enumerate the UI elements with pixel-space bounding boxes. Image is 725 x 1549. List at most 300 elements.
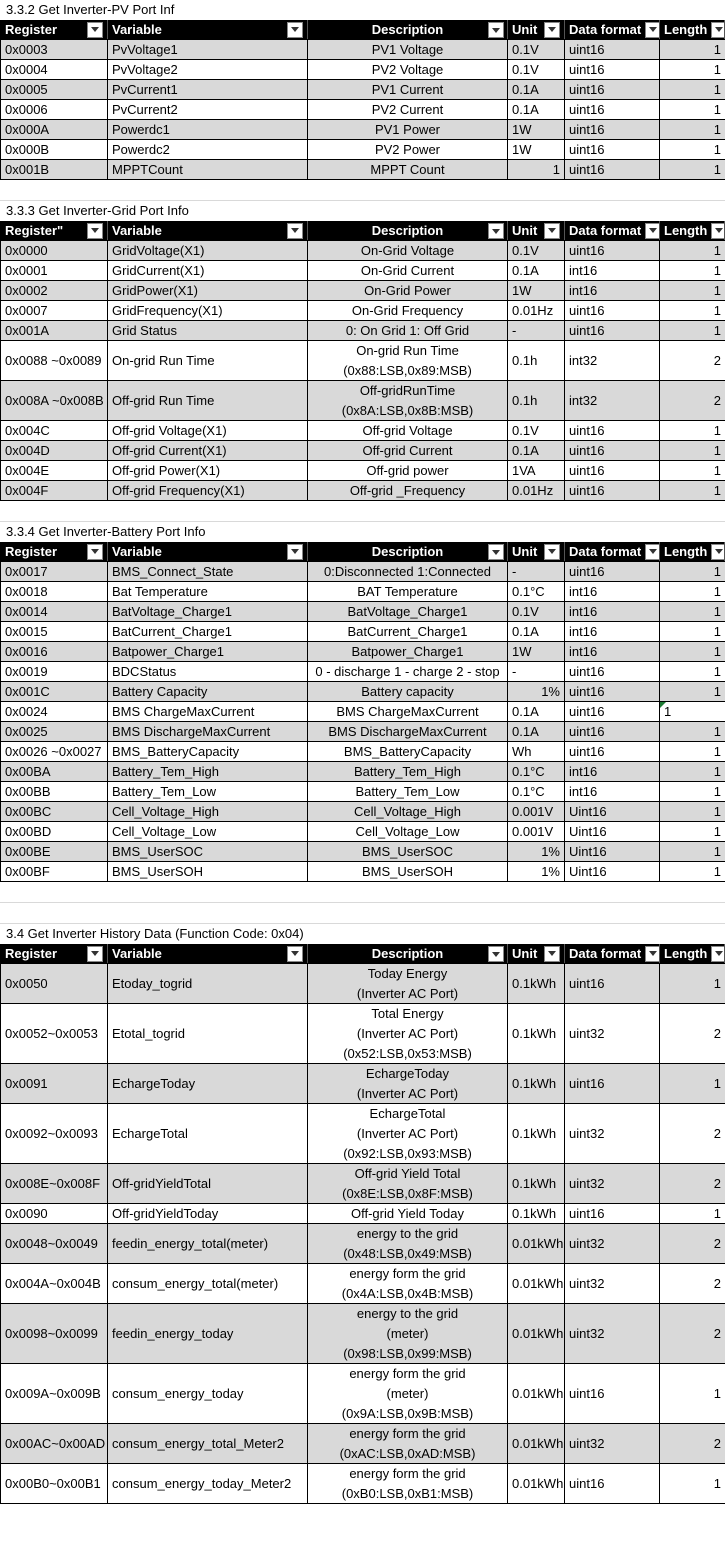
cell-length[interactable] <box>660 582 725 601</box>
cell-variable[interactable] <box>108 582 308 601</box>
cell-data-format[interactable] <box>565 80 660 99</box>
column-header-variable[interactable] <box>108 221 308 240</box>
cell-description[interactable] <box>308 1424 508 1463</box>
cell-description[interactable] <box>308 602 508 621</box>
cell-length[interactable] <box>660 261 725 280</box>
cell-register[interactable] <box>0 782 108 801</box>
cell-unit[interactable] <box>508 301 565 320</box>
cell-register[interactable] <box>0 241 108 260</box>
cell-data-format[interactable] <box>565 622 660 641</box>
cell-description[interactable] <box>308 441 508 460</box>
cell-register[interactable] <box>0 842 108 861</box>
dropdown-filter-icon[interactable] <box>488 544 504 560</box>
cell-length[interactable] <box>660 742 725 761</box>
cell-register[interactable] <box>0 461 108 480</box>
column-header-length[interactable] <box>660 944 725 963</box>
cell-length[interactable] <box>660 782 725 801</box>
cell-unit[interactable] <box>508 40 565 59</box>
cell-register[interactable] <box>0 281 108 300</box>
cell-description[interactable] <box>308 1164 508 1203</box>
cell-register[interactable] <box>0 140 108 159</box>
cell-description[interactable] <box>308 762 508 781</box>
cell-unit[interactable] <box>508 642 565 661</box>
column-header-register[interactable] <box>0 944 108 963</box>
cell-description[interactable] <box>308 1004 508 1063</box>
cell-unit[interactable] <box>508 842 565 861</box>
column-header-description[interactable] <box>308 221 508 240</box>
column-header-description[interactable] <box>308 944 508 963</box>
cell-variable[interactable] <box>108 1304 308 1363</box>
cell-length[interactable] <box>660 1064 725 1103</box>
dropdown-filter-icon[interactable] <box>711 946 725 962</box>
cell-unit[interactable] <box>508 60 565 79</box>
cell-data-format[interactable] <box>565 100 660 119</box>
cell-length[interactable] <box>660 100 725 119</box>
cell-variable[interactable] <box>108 481 308 500</box>
cell-data-format[interactable] <box>565 481 660 500</box>
cell-description[interactable] <box>308 1464 508 1503</box>
cell-variable[interactable] <box>108 964 308 1003</box>
cell-data-format[interactable] <box>565 1064 660 1103</box>
cell-data-format[interactable] <box>565 321 660 340</box>
cell-register[interactable] <box>0 301 108 320</box>
cell-register[interactable] <box>0 964 108 1003</box>
cell-description[interactable] <box>308 140 508 159</box>
cell-description[interactable] <box>308 1204 508 1223</box>
cell-data-format[interactable] <box>565 1104 660 1163</box>
cell-unit[interactable] <box>508 802 565 821</box>
cell-variable[interactable] <box>108 1224 308 1263</box>
dropdown-filter-icon[interactable] <box>645 22 660 38</box>
column-header-length[interactable] <box>660 221 725 240</box>
cell-variable[interactable] <box>108 381 308 420</box>
cell-data-format[interactable] <box>565 1264 660 1303</box>
cell-description[interactable] <box>308 702 508 721</box>
cell-unit[interactable] <box>508 1304 565 1363</box>
cell-description[interactable] <box>308 582 508 601</box>
cell-variable[interactable] <box>108 40 308 59</box>
cell-data-format[interactable] <box>565 562 660 581</box>
cell-register[interactable] <box>0 1264 108 1303</box>
cell-variable[interactable] <box>108 862 308 881</box>
cell-length[interactable] <box>660 682 725 701</box>
dropdown-filter-icon[interactable] <box>544 544 560 560</box>
cell-variable[interactable] <box>108 742 308 761</box>
cell-variable[interactable] <box>108 281 308 300</box>
cell-description[interactable] <box>308 782 508 801</box>
cell-description[interactable] <box>308 964 508 1003</box>
cell-unit[interactable] <box>508 1104 565 1163</box>
cell-data-format[interactable] <box>565 802 660 821</box>
cell-register[interactable] <box>0 40 108 59</box>
column-header-data-format[interactable] <box>565 221 660 240</box>
cell-register[interactable] <box>0 421 108 440</box>
cell-length[interactable] <box>660 964 725 1003</box>
cell-variable[interactable] <box>108 1064 308 1103</box>
cell-register[interactable] <box>0 481 108 500</box>
cell-length[interactable] <box>660 862 725 881</box>
cell-length[interactable] <box>660 381 725 420</box>
cell-length[interactable] <box>660 1264 725 1303</box>
cell-data-format[interactable] <box>565 160 660 179</box>
cell-data-format[interactable] <box>565 1004 660 1063</box>
cell-description[interactable] <box>308 120 508 139</box>
column-header-unit[interactable] <box>508 221 565 240</box>
dropdown-filter-icon[interactable] <box>711 223 725 239</box>
cell-unit[interactable] <box>508 1424 565 1463</box>
cell-description[interactable] <box>308 281 508 300</box>
cell-unit[interactable] <box>508 281 565 300</box>
cell-length[interactable] <box>660 1104 725 1163</box>
cell-length[interactable] <box>660 341 725 380</box>
cell-unit[interactable] <box>508 582 565 601</box>
column-header-description[interactable] <box>308 20 508 39</box>
cell-register[interactable] <box>0 321 108 340</box>
cell-unit[interactable] <box>508 662 565 681</box>
cell-variable[interactable] <box>108 1464 308 1503</box>
dropdown-filter-icon[interactable] <box>711 22 725 38</box>
cell-register[interactable] <box>0 160 108 179</box>
cell-unit[interactable] <box>508 80 565 99</box>
cell-description[interactable] <box>308 682 508 701</box>
column-header-register[interactable] <box>0 542 108 561</box>
cell-variable[interactable] <box>108 301 308 320</box>
cell-variable[interactable] <box>108 602 308 621</box>
cell-unit[interactable] <box>508 682 565 701</box>
cell-data-format[interactable] <box>565 742 660 761</box>
dropdown-filter-icon[interactable] <box>488 223 504 239</box>
column-header-variable[interactable] <box>108 542 308 561</box>
cell-description[interactable] <box>308 1104 508 1163</box>
cell-data-format[interactable] <box>565 261 660 280</box>
cell-length[interactable] <box>660 842 725 861</box>
cell-unit[interactable] <box>508 461 565 480</box>
cell-data-format[interactable] <box>565 662 660 681</box>
cell-description[interactable] <box>308 301 508 320</box>
column-header-variable[interactable] <box>108 20 308 39</box>
cell-unit[interactable] <box>508 1064 565 1103</box>
cell-data-format[interactable] <box>565 964 660 1003</box>
cell-length[interactable] <box>660 60 725 79</box>
cell-length[interactable] <box>660 1424 725 1463</box>
cell-unit[interactable] <box>508 602 565 621</box>
cell-data-format[interactable] <box>565 862 660 881</box>
cell-unit[interactable] <box>508 1204 565 1223</box>
cell-length[interactable] <box>660 40 725 59</box>
cell-variable[interactable] <box>108 1264 308 1303</box>
cell-register[interactable] <box>0 802 108 821</box>
cell-variable[interactable] <box>108 461 308 480</box>
cell-register[interactable] <box>0 441 108 460</box>
cell-variable[interactable] <box>108 1004 308 1063</box>
cell-description[interactable] <box>308 481 508 500</box>
cell-register[interactable] <box>0 1304 108 1363</box>
cell-description[interactable] <box>308 562 508 581</box>
cell-data-format[interactable] <box>565 782 660 801</box>
cell-unit[interactable] <box>508 1164 565 1203</box>
cell-data-format[interactable] <box>565 702 660 721</box>
cell-register[interactable] <box>0 261 108 280</box>
cell-length[interactable] <box>660 1164 725 1203</box>
cell-description[interactable] <box>308 40 508 59</box>
cell-length[interactable] <box>660 140 725 159</box>
cell-unit[interactable] <box>508 140 565 159</box>
dropdown-filter-icon[interactable] <box>711 544 725 560</box>
column-header-register[interactable] <box>0 20 108 39</box>
cell-length[interactable] <box>660 120 725 139</box>
cell-unit[interactable] <box>508 160 565 179</box>
cell-variable[interactable] <box>108 782 308 801</box>
cell-length[interactable] <box>660 1004 725 1063</box>
cell-length[interactable] <box>660 1464 725 1503</box>
cell-unit[interactable] <box>508 702 565 721</box>
cell-length[interactable] <box>660 301 725 320</box>
cell-unit[interactable] <box>508 822 565 841</box>
cell-data-format[interactable] <box>565 1464 660 1503</box>
cell-register[interactable] <box>0 762 108 781</box>
cell-register[interactable] <box>0 742 108 761</box>
cell-description[interactable] <box>308 100 508 119</box>
cell-unit[interactable] <box>508 622 565 641</box>
column-header-length[interactable] <box>660 542 725 561</box>
cell-length[interactable] <box>660 702 725 721</box>
cell-data-format[interactable] <box>565 682 660 701</box>
cell-description[interactable] <box>308 1264 508 1303</box>
cell-description[interactable] <box>308 862 508 881</box>
cell-unit[interactable] <box>508 562 565 581</box>
cell-length[interactable] <box>660 822 725 841</box>
cell-description[interactable] <box>308 261 508 280</box>
cell-unit[interactable] <box>508 1264 565 1303</box>
dropdown-filter-icon[interactable] <box>544 946 560 962</box>
dropdown-filter-icon[interactable] <box>645 223 660 239</box>
cell-variable[interactable] <box>108 722 308 741</box>
cell-length[interactable] <box>660 241 725 260</box>
dropdown-filter-icon[interactable] <box>488 946 504 962</box>
cell-register[interactable] <box>0 582 108 601</box>
cell-register[interactable] <box>0 381 108 420</box>
cell-variable[interactable] <box>108 60 308 79</box>
cell-length[interactable] <box>660 662 725 681</box>
dropdown-filter-icon[interactable] <box>287 223 303 239</box>
cell-unit[interactable] <box>508 341 565 380</box>
dropdown-filter-icon[interactable] <box>488 22 504 38</box>
column-header-unit[interactable] <box>508 542 565 561</box>
cell-unit[interactable] <box>508 321 565 340</box>
cell-register[interactable] <box>0 80 108 99</box>
dropdown-filter-icon[interactable] <box>87 544 103 560</box>
dropdown-filter-icon[interactable] <box>645 946 660 962</box>
column-header-data-format[interactable] <box>565 542 660 561</box>
cell-data-format[interactable] <box>565 241 660 260</box>
column-header-description[interactable] <box>308 542 508 561</box>
cell-length[interactable] <box>660 421 725 440</box>
cell-variable[interactable] <box>108 241 308 260</box>
cell-description[interactable] <box>308 642 508 661</box>
cell-unit[interactable] <box>508 782 565 801</box>
cell-length[interactable] <box>660 1304 725 1363</box>
cell-data-format[interactable] <box>565 602 660 621</box>
cell-description[interactable] <box>308 802 508 821</box>
cell-data-format[interactable] <box>565 1364 660 1423</box>
cell-length[interactable] <box>660 802 725 821</box>
cell-data-format[interactable] <box>565 822 660 841</box>
cell-length[interactable] <box>660 762 725 781</box>
cell-description[interactable] <box>308 341 508 380</box>
cell-length[interactable] <box>660 321 725 340</box>
cell-unit[interactable] <box>508 742 565 761</box>
cell-variable[interactable] <box>108 702 308 721</box>
cell-register[interactable] <box>0 602 108 621</box>
cell-register[interactable] <box>0 1104 108 1163</box>
dropdown-filter-icon[interactable] <box>287 946 303 962</box>
cell-length[interactable] <box>660 1364 725 1423</box>
cell-register[interactable] <box>0 120 108 139</box>
cell-variable[interactable] <box>108 160 308 179</box>
cell-register[interactable] <box>0 722 108 741</box>
column-header-data-format[interactable] <box>565 20 660 39</box>
cell-data-format[interactable] <box>565 1424 660 1463</box>
dropdown-filter-icon[interactable] <box>287 22 303 38</box>
cell-length[interactable] <box>660 481 725 500</box>
dropdown-filter-icon[interactable] <box>87 22 103 38</box>
cell-register[interactable] <box>0 702 108 721</box>
cell-length[interactable] <box>660 1204 725 1223</box>
dropdown-filter-icon[interactable] <box>645 544 660 560</box>
cell-data-format[interactable] <box>565 842 660 861</box>
cell-data-format[interactable] <box>565 381 660 420</box>
cell-register[interactable] <box>0 60 108 79</box>
cell-register[interactable] <box>0 662 108 681</box>
cell-variable[interactable] <box>108 842 308 861</box>
cell-unit[interactable] <box>508 762 565 781</box>
cell-variable[interactable] <box>108 120 308 139</box>
cell-data-format[interactable] <box>565 60 660 79</box>
cell-data-format[interactable] <box>565 642 660 661</box>
cell-length[interactable] <box>660 722 725 741</box>
cell-unit[interactable] <box>508 381 565 420</box>
cell-unit[interactable] <box>508 261 565 280</box>
cell-register[interactable] <box>0 822 108 841</box>
cell-unit[interactable] <box>508 1364 565 1423</box>
dropdown-filter-icon[interactable] <box>544 22 560 38</box>
cell-data-format[interactable] <box>565 281 660 300</box>
cell-variable[interactable] <box>108 341 308 380</box>
column-header-unit[interactable] <box>508 944 565 963</box>
cell-description[interactable] <box>308 461 508 480</box>
cell-length[interactable] <box>660 461 725 480</box>
cell-variable[interactable] <box>108 421 308 440</box>
cell-data-format[interactable] <box>565 722 660 741</box>
cell-variable[interactable] <box>108 1164 308 1203</box>
cell-register[interactable] <box>0 642 108 661</box>
cell-unit[interactable] <box>508 862 565 881</box>
cell-description[interactable] <box>308 1064 508 1103</box>
cell-data-format[interactable] <box>565 1224 660 1263</box>
cell-unit[interactable] <box>508 100 565 119</box>
cell-variable[interactable] <box>108 642 308 661</box>
cell-unit[interactable] <box>508 1464 565 1503</box>
cell-register[interactable] <box>0 562 108 581</box>
cell-variable[interactable] <box>108 80 308 99</box>
cell-description[interactable] <box>308 742 508 761</box>
cell-variable[interactable] <box>108 822 308 841</box>
cell-register[interactable] <box>0 622 108 641</box>
cell-description[interactable] <box>308 241 508 260</box>
cell-length[interactable] <box>660 80 725 99</box>
cell-data-format[interactable] <box>565 441 660 460</box>
cell-data-format[interactable] <box>565 762 660 781</box>
cell-data-format[interactable] <box>565 1204 660 1223</box>
column-header-length[interactable] <box>660 20 725 39</box>
cell-variable[interactable] <box>108 562 308 581</box>
cell-variable[interactable] <box>108 140 308 159</box>
cell-register[interactable] <box>0 1164 108 1203</box>
column-header-data-format[interactable] <box>565 944 660 963</box>
cell-variable[interactable] <box>108 100 308 119</box>
cell-description[interactable] <box>308 1224 508 1263</box>
dropdown-filter-icon[interactable] <box>87 223 103 239</box>
cell-unit[interactable] <box>508 1004 565 1063</box>
cell-description[interactable] <box>308 160 508 179</box>
cell-length[interactable] <box>660 441 725 460</box>
cell-unit[interactable] <box>508 481 565 500</box>
cell-unit[interactable] <box>508 241 565 260</box>
cell-variable[interactable] <box>108 321 308 340</box>
cell-register[interactable] <box>0 341 108 380</box>
cell-register[interactable] <box>0 1004 108 1063</box>
cell-variable[interactable] <box>108 762 308 781</box>
cell-register[interactable] <box>0 1224 108 1263</box>
cell-variable[interactable] <box>108 662 308 681</box>
dropdown-filter-icon[interactable] <box>287 544 303 560</box>
cell-variable[interactable] <box>108 441 308 460</box>
cell-data-format[interactable] <box>565 140 660 159</box>
cell-length[interactable] <box>660 602 725 621</box>
cell-data-format[interactable] <box>565 301 660 320</box>
cell-variable[interactable] <box>108 261 308 280</box>
cell-variable[interactable] <box>108 1364 308 1423</box>
cell-length[interactable] <box>660 281 725 300</box>
cell-register[interactable] <box>0 682 108 701</box>
cell-description[interactable] <box>308 722 508 741</box>
dropdown-filter-icon[interactable] <box>87 946 103 962</box>
cell-length[interactable] <box>660 642 725 661</box>
cell-description[interactable] <box>308 1364 508 1423</box>
cell-description[interactable] <box>308 421 508 440</box>
cell-unit[interactable] <box>508 964 565 1003</box>
cell-description[interactable] <box>308 822 508 841</box>
cell-register[interactable] <box>0 100 108 119</box>
cell-unit[interactable] <box>508 722 565 741</box>
cell-data-format[interactable] <box>565 341 660 380</box>
column-header-variable[interactable] <box>108 944 308 963</box>
cell-length[interactable] <box>660 1224 725 1263</box>
cell-register[interactable] <box>0 862 108 881</box>
cell-description[interactable] <box>308 321 508 340</box>
column-header-register[interactable] <box>0 221 108 240</box>
cell-description[interactable] <box>308 842 508 861</box>
cell-data-format[interactable] <box>565 1164 660 1203</box>
cell-variable[interactable] <box>108 622 308 641</box>
cell-description[interactable] <box>308 80 508 99</box>
cell-variable[interactable] <box>108 1424 308 1463</box>
cell-register[interactable] <box>0 1204 108 1223</box>
cell-register[interactable] <box>0 1464 108 1503</box>
cell-data-format[interactable] <box>565 421 660 440</box>
cell-description[interactable] <box>308 60 508 79</box>
cell-register[interactable] <box>0 1064 108 1103</box>
